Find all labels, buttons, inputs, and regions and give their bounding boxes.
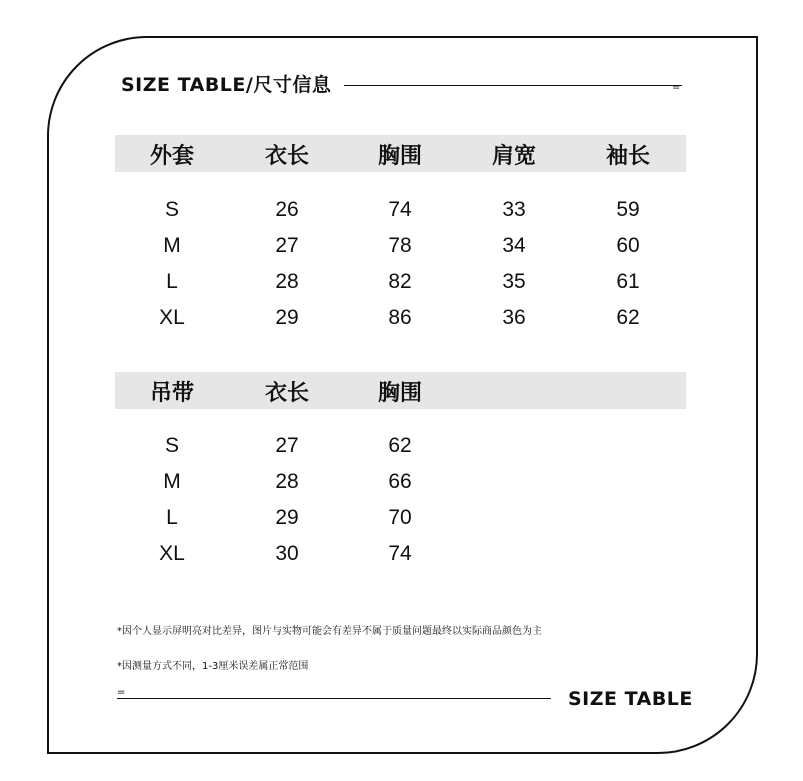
table2-table-cell: 27 — [275, 434, 299, 457]
table1-table-cell: 86 — [388, 306, 412, 329]
footer-title: SIZE TABLE — [568, 688, 693, 710]
table1-table-cell: S — [164, 198, 179, 221]
table2-table-cell: 74 — [388, 542, 412, 565]
header-mark: = — [672, 82, 681, 93]
table1-table-cell: XL — [159, 306, 185, 329]
table1-table-cell: 29 — [275, 306, 299, 329]
size-table-title: SIZE TABLE/尺寸信息 — [121, 74, 332, 96]
table2-table-cell: 28 — [275, 470, 299, 493]
table1-table-cell: M — [163, 234, 181, 257]
note-color-difference: *因个人显示屏明亮对比差异，图片与实物可能会有差异不属于质量问题最终以实际商品颜色为主 — [117, 626, 542, 637]
table1-table-cell: 60 — [616, 234, 640, 257]
table2-table-cell: 66 — [388, 470, 412, 493]
table2-table-cell: S — [164, 434, 179, 457]
table1-table-cell: L — [166, 270, 178, 293]
table2-column-header: 吊带 — [149, 380, 194, 406]
table1-table-cell: 78 — [388, 234, 412, 257]
table2-table-cell: 30 — [275, 542, 299, 565]
table1-table-cell: 61 — [616, 270, 640, 293]
table2-table-cell: L — [166, 506, 178, 529]
table1-table-cell: 27 — [275, 234, 299, 257]
table2-table-cell: 70 — [388, 506, 412, 529]
footer-mark: = — [117, 687, 126, 698]
table2-table-cell: XL — [159, 542, 185, 565]
table1-table-cell: 26 — [275, 198, 299, 221]
table1-column-header: 外套 — [149, 143, 194, 169]
note-measurement-error: *因测量方式不同，1-3厘米误差属正常范围 — [117, 661, 309, 672]
table1-column-header: 肩宽 — [491, 143, 536, 169]
header-divider — [344, 85, 682, 86]
table1-table-cell: 33 — [502, 198, 526, 221]
table1-table-cell: 82 — [388, 270, 412, 293]
table1-column-header: 衣长 — [264, 143, 309, 169]
table2-column-header: 胸围 — [377, 380, 422, 406]
table2-column-header: 衣长 — [264, 380, 309, 406]
footer-divider — [117, 698, 551, 699]
table1-column-header: 胸围 — [377, 143, 422, 169]
table1-column-header: 袖长 — [605, 143, 650, 169]
table1-table-cell: 36 — [502, 306, 526, 329]
table2-table-cell: 29 — [275, 506, 299, 529]
table2-table-cell: M — [163, 470, 181, 493]
table1-table-cell: 34 — [502, 234, 526, 257]
table2-table-cell: 62 — [388, 434, 412, 457]
table1-table-cell: 28 — [275, 270, 299, 293]
table1-table-cell: 62 — [616, 306, 640, 329]
table1-table-cell: 74 — [388, 198, 412, 221]
table1-table-cell: 59 — [616, 198, 640, 221]
table1-table-cell: 35 — [502, 270, 526, 293]
